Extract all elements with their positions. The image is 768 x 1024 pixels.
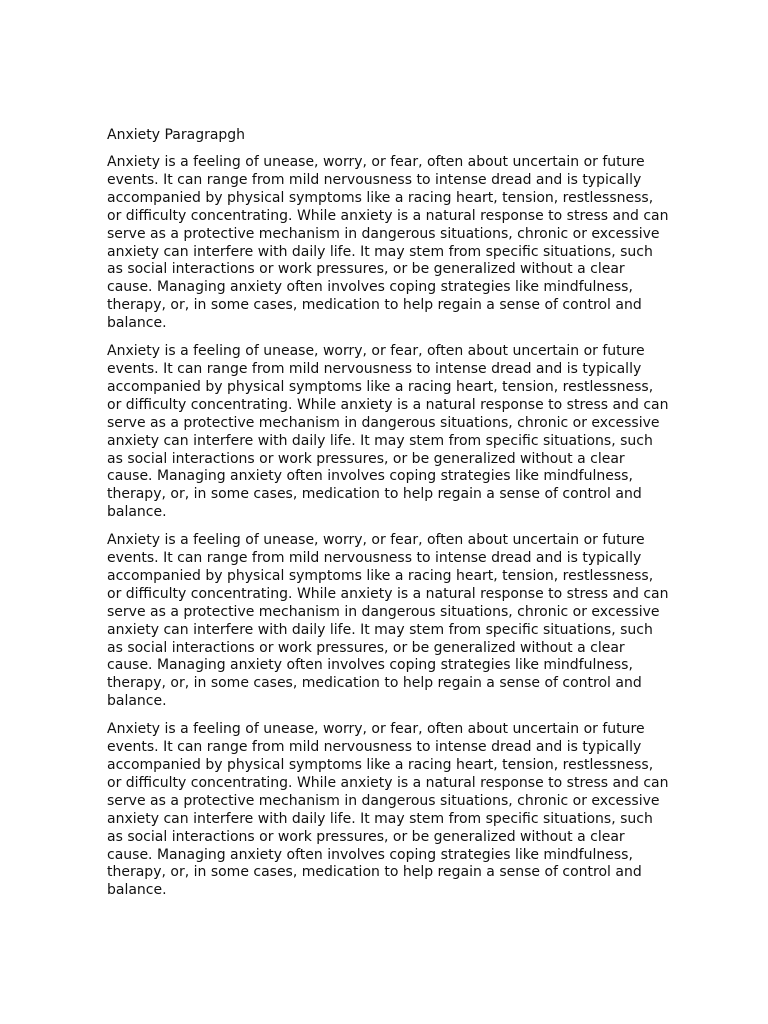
document-title: Anxiety Paragrapgh xyxy=(107,127,246,143)
paragraph-3: Anxiety is a feeling of unease, worry, or fear, often about uncertain or future events. It can range from mild nervousness to intense dread and is typically accompanied by physical symptoms like a racing heart, tension, restlessness, or difficulty concentrating. While anxiety is a natural response to stress and can serve as a protective mechanism in dangerous situations, chronic or excessive anxiety can interfere with daily life. It may stem from specific situations, such as social interactions or work pressures, or be generalized without a clear cause. Managing anxiety often involves coping strategies like mindfulness, therapy, or, in some cases, medication to help regain a sense of control and balance. xyxy=(107,532,669,710)
paragraph-1: Anxiety is a feeling of unease, worry, or fear, often about uncertain or future events. It can range from mild nervousness to intense dread and is typically accompanied by physical symptoms like a racing heart, tension, restlessness, or difficulty concentrating. While anxiety is a natural response to stress and can serve as a protective mechanism in dangerous situations, chronic or excessive anxiety can interfere with daily life. It may stem from specific situations, such as social interactions or work pressures, or be generalized without a clear cause. Managing anxiety often involves coping strategies like mindfulness, therapy, or, in some cases, medication to help regain a sense of control and balance. xyxy=(107,154,669,332)
paragraph-2: Anxiety is a feeling of unease, worry, or fear, often about uncertain or future events. It can range from mild nervousness to intense dread and is typically accompanied by physical symptoms like a racing heart, tension, restlessness, or difficulty concentrating. While anxiety is a natural response to stress and can serve as a protective mechanism in dangerous situations, chronic or excessive anxiety can interfere with daily life. It may stem from specific situations, such as social interactions or work pressures, or be generalized without a clear cause. Managing anxiety often involves coping strategies like mindfulness, therapy, or, in some cases, medication to help regain a sense of control and balance. xyxy=(107,343,669,521)
paragraph-4: Anxiety is a feeling of unease, worry, or fear, often about uncertain or future events. It can range from mild nervousness to intense dread and is typically accompanied by physical symptoms like a racing heart, tension, restlessness, or difficulty concentrating. While anxiety is a natural response to stress and can serve as a protective mechanism in dangerous situations, chronic or excessive anxiety can interfere with daily life. It may stem from specific situations, such as social interactions or work pressures, or be generalized without a clear cause. Managing anxiety often involves coping strategies like mindfulness, therapy, or, in some cases, medication to help regain a sense of control and balance. xyxy=(107,721,669,899)
document-page xyxy=(107,126,669,910)
